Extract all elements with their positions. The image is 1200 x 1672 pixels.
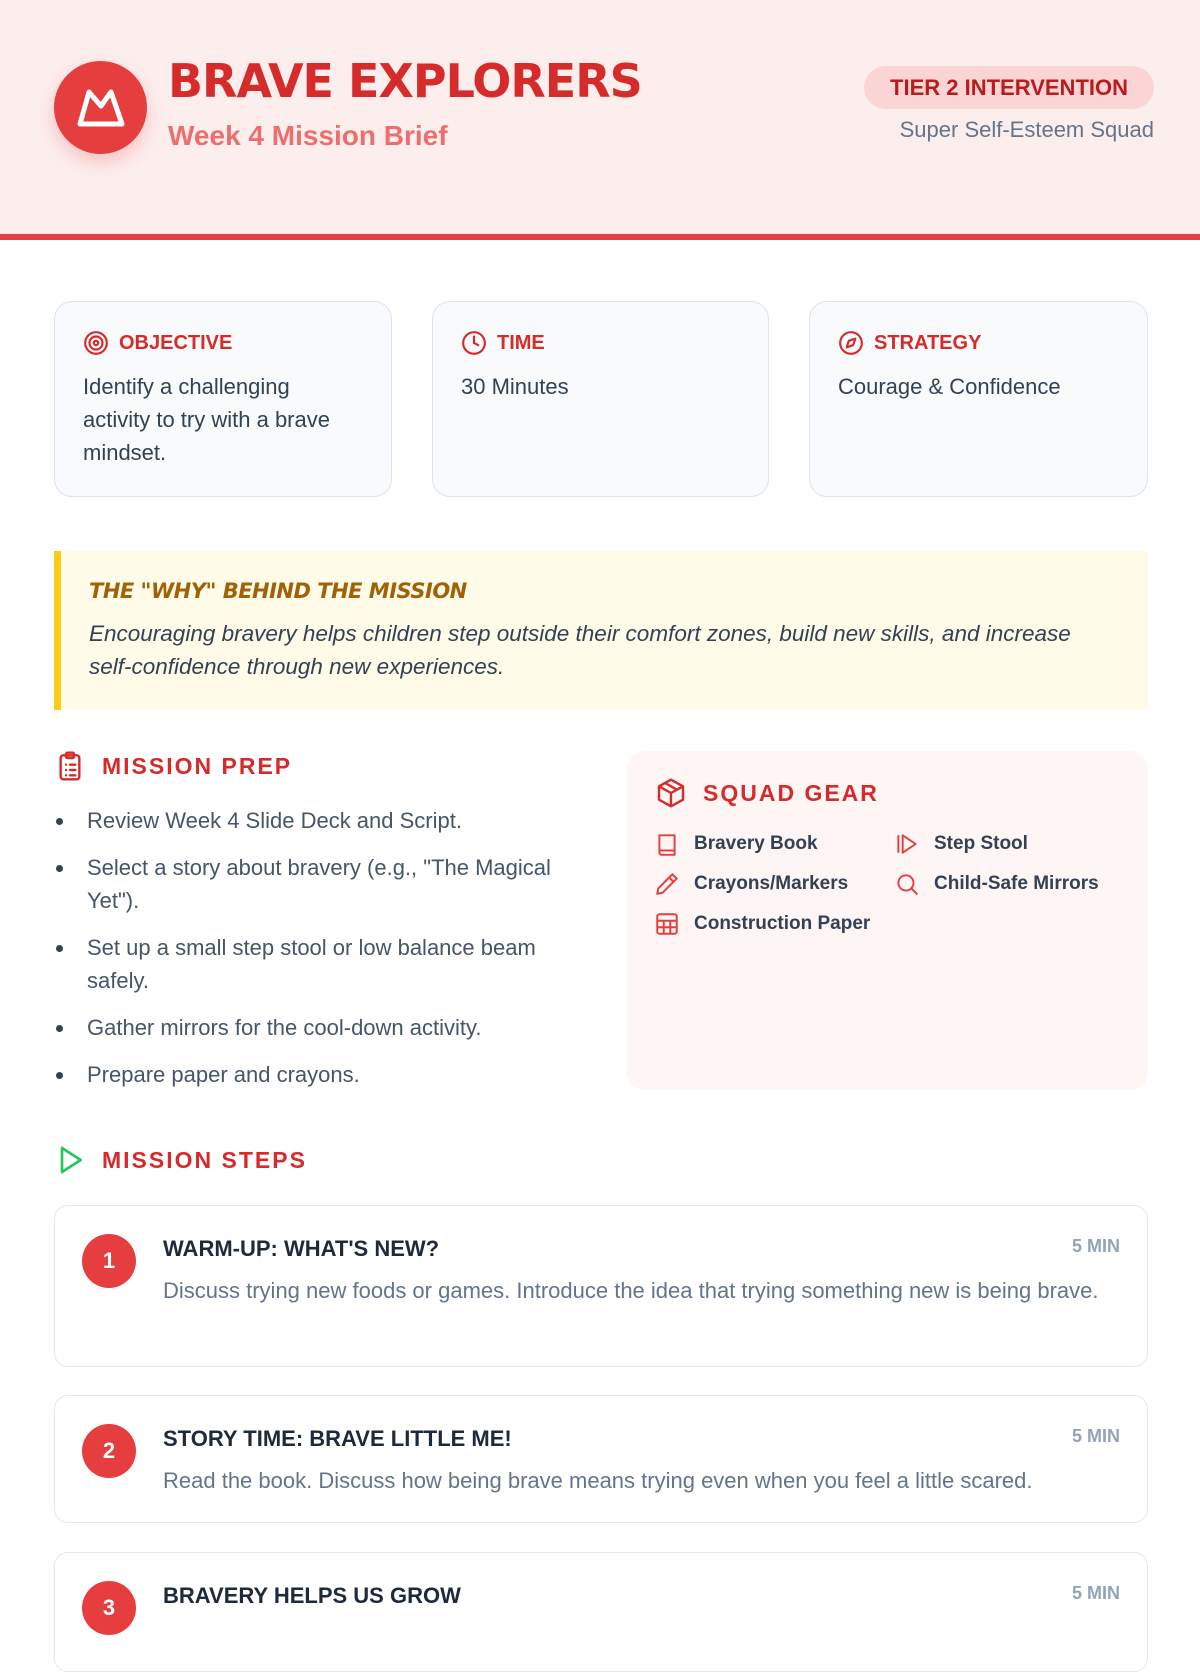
- list-item: Set up a small step stool or low balance beam safely.: [54, 931, 584, 997]
- objective-text: Identify a challenging activity to try with a brave mindset.: [83, 374, 330, 465]
- page-subtitle: Week 4 Mission Brief: [168, 120, 448, 151]
- step-icon: [894, 831, 920, 857]
- box-icon: [655, 777, 687, 809]
- step-title: WARM-UP: WHAT'S NEW?: [163, 1236, 440, 1261]
- book-icon: [654, 831, 680, 857]
- header: [0, 0, 1200, 240]
- gear-item: Bravery Book: [654, 831, 818, 857]
- step-number: 1: [82, 1234, 136, 1288]
- tier-badge: TIER 2 INTERVENTION: [864, 66, 1154, 109]
- time-text: 30 Minutes: [461, 374, 569, 399]
- step-number: 3: [82, 1581, 136, 1635]
- time-card: [432, 301, 769, 497]
- mission-prep-heading: MISSION PREP: [54, 750, 292, 782]
- list-item: Prepare paper and crayons.: [54, 1058, 584, 1091]
- logo: [54, 61, 147, 154]
- why-callout: [54, 551, 1148, 710]
- grid-icon: [654, 911, 680, 937]
- squad-name: Super Self-Esteem Squad: [899, 117, 1154, 142]
- list-item: Review Week 4 Slide Deck and Script.: [54, 804, 584, 837]
- target-icon: [83, 330, 109, 356]
- objective-card: [54, 301, 392, 497]
- step-card: [54, 1552, 1148, 1672]
- time-label: TIME: [497, 331, 545, 354]
- strategy-label: STRATEGY: [874, 331, 982, 354]
- strategy-text: Courage & Confidence: [838, 374, 1061, 399]
- gear-item: Crayons/Markers: [654, 871, 848, 897]
- compass-icon: [838, 330, 864, 356]
- step-card: [54, 1395, 1148, 1523]
- step-card: [54, 1205, 1148, 1367]
- step-duration: 5 MIN: [1071, 1236, 1120, 1256]
- step-duration: 5 MIN: [1071, 1426, 1120, 1446]
- step-description: Read the book. Discuss how being brave means trying even when you feel a little scared.: [163, 1468, 1033, 1493]
- page-title: BRAVE EXPLORERS: [168, 54, 642, 108]
- step-duration: 5 MIN: [1071, 1583, 1120, 1603]
- squad-gear-panel: [627, 751, 1148, 1090]
- clipboard-icon: [54, 750, 86, 782]
- step-title: STORY TIME: BRAVE LITTLE ME!: [163, 1426, 512, 1451]
- list-item: Select a story about bravery (e.g., "The Magical Yet").: [54, 851, 584, 917]
- pencil-icon: [654, 871, 680, 897]
- objective-label: OBJECTIVE: [119, 331, 233, 354]
- why-text: Encouraging bravery helps children step outside their comfort zones, build new skills, and increase self-confidence through new experiences.: [89, 621, 1071, 679]
- list-item: Gather mirrors for the cool-down activity.: [54, 1011, 584, 1044]
- play-icon: [54, 1144, 86, 1176]
- search-icon: [894, 871, 920, 897]
- prep-list: [54, 804, 584, 1105]
- mission-steps-heading: MISSION STEPS: [54, 1144, 307, 1176]
- step-title: BRAVERY HELPS US GROW: [163, 1583, 461, 1608]
- why-title: THE "WHY" BEHIND THE MISSION: [89, 579, 467, 603]
- gear-item: Child-Safe Mirrors: [894, 871, 1099, 897]
- mountain-icon: [75, 86, 127, 130]
- clock-icon: [461, 330, 487, 356]
- strategy-card: [809, 301, 1148, 497]
- gear-item: Construction Paper: [654, 911, 870, 937]
- step-description: Discuss trying new foods or games. Introduce the idea that trying something new is being brave.: [163, 1278, 1099, 1303]
- step-number: 2: [82, 1424, 136, 1478]
- gear-item: Step Stool: [894, 831, 1028, 857]
- squad-gear-heading: SQUAD GEAR: [655, 777, 879, 809]
